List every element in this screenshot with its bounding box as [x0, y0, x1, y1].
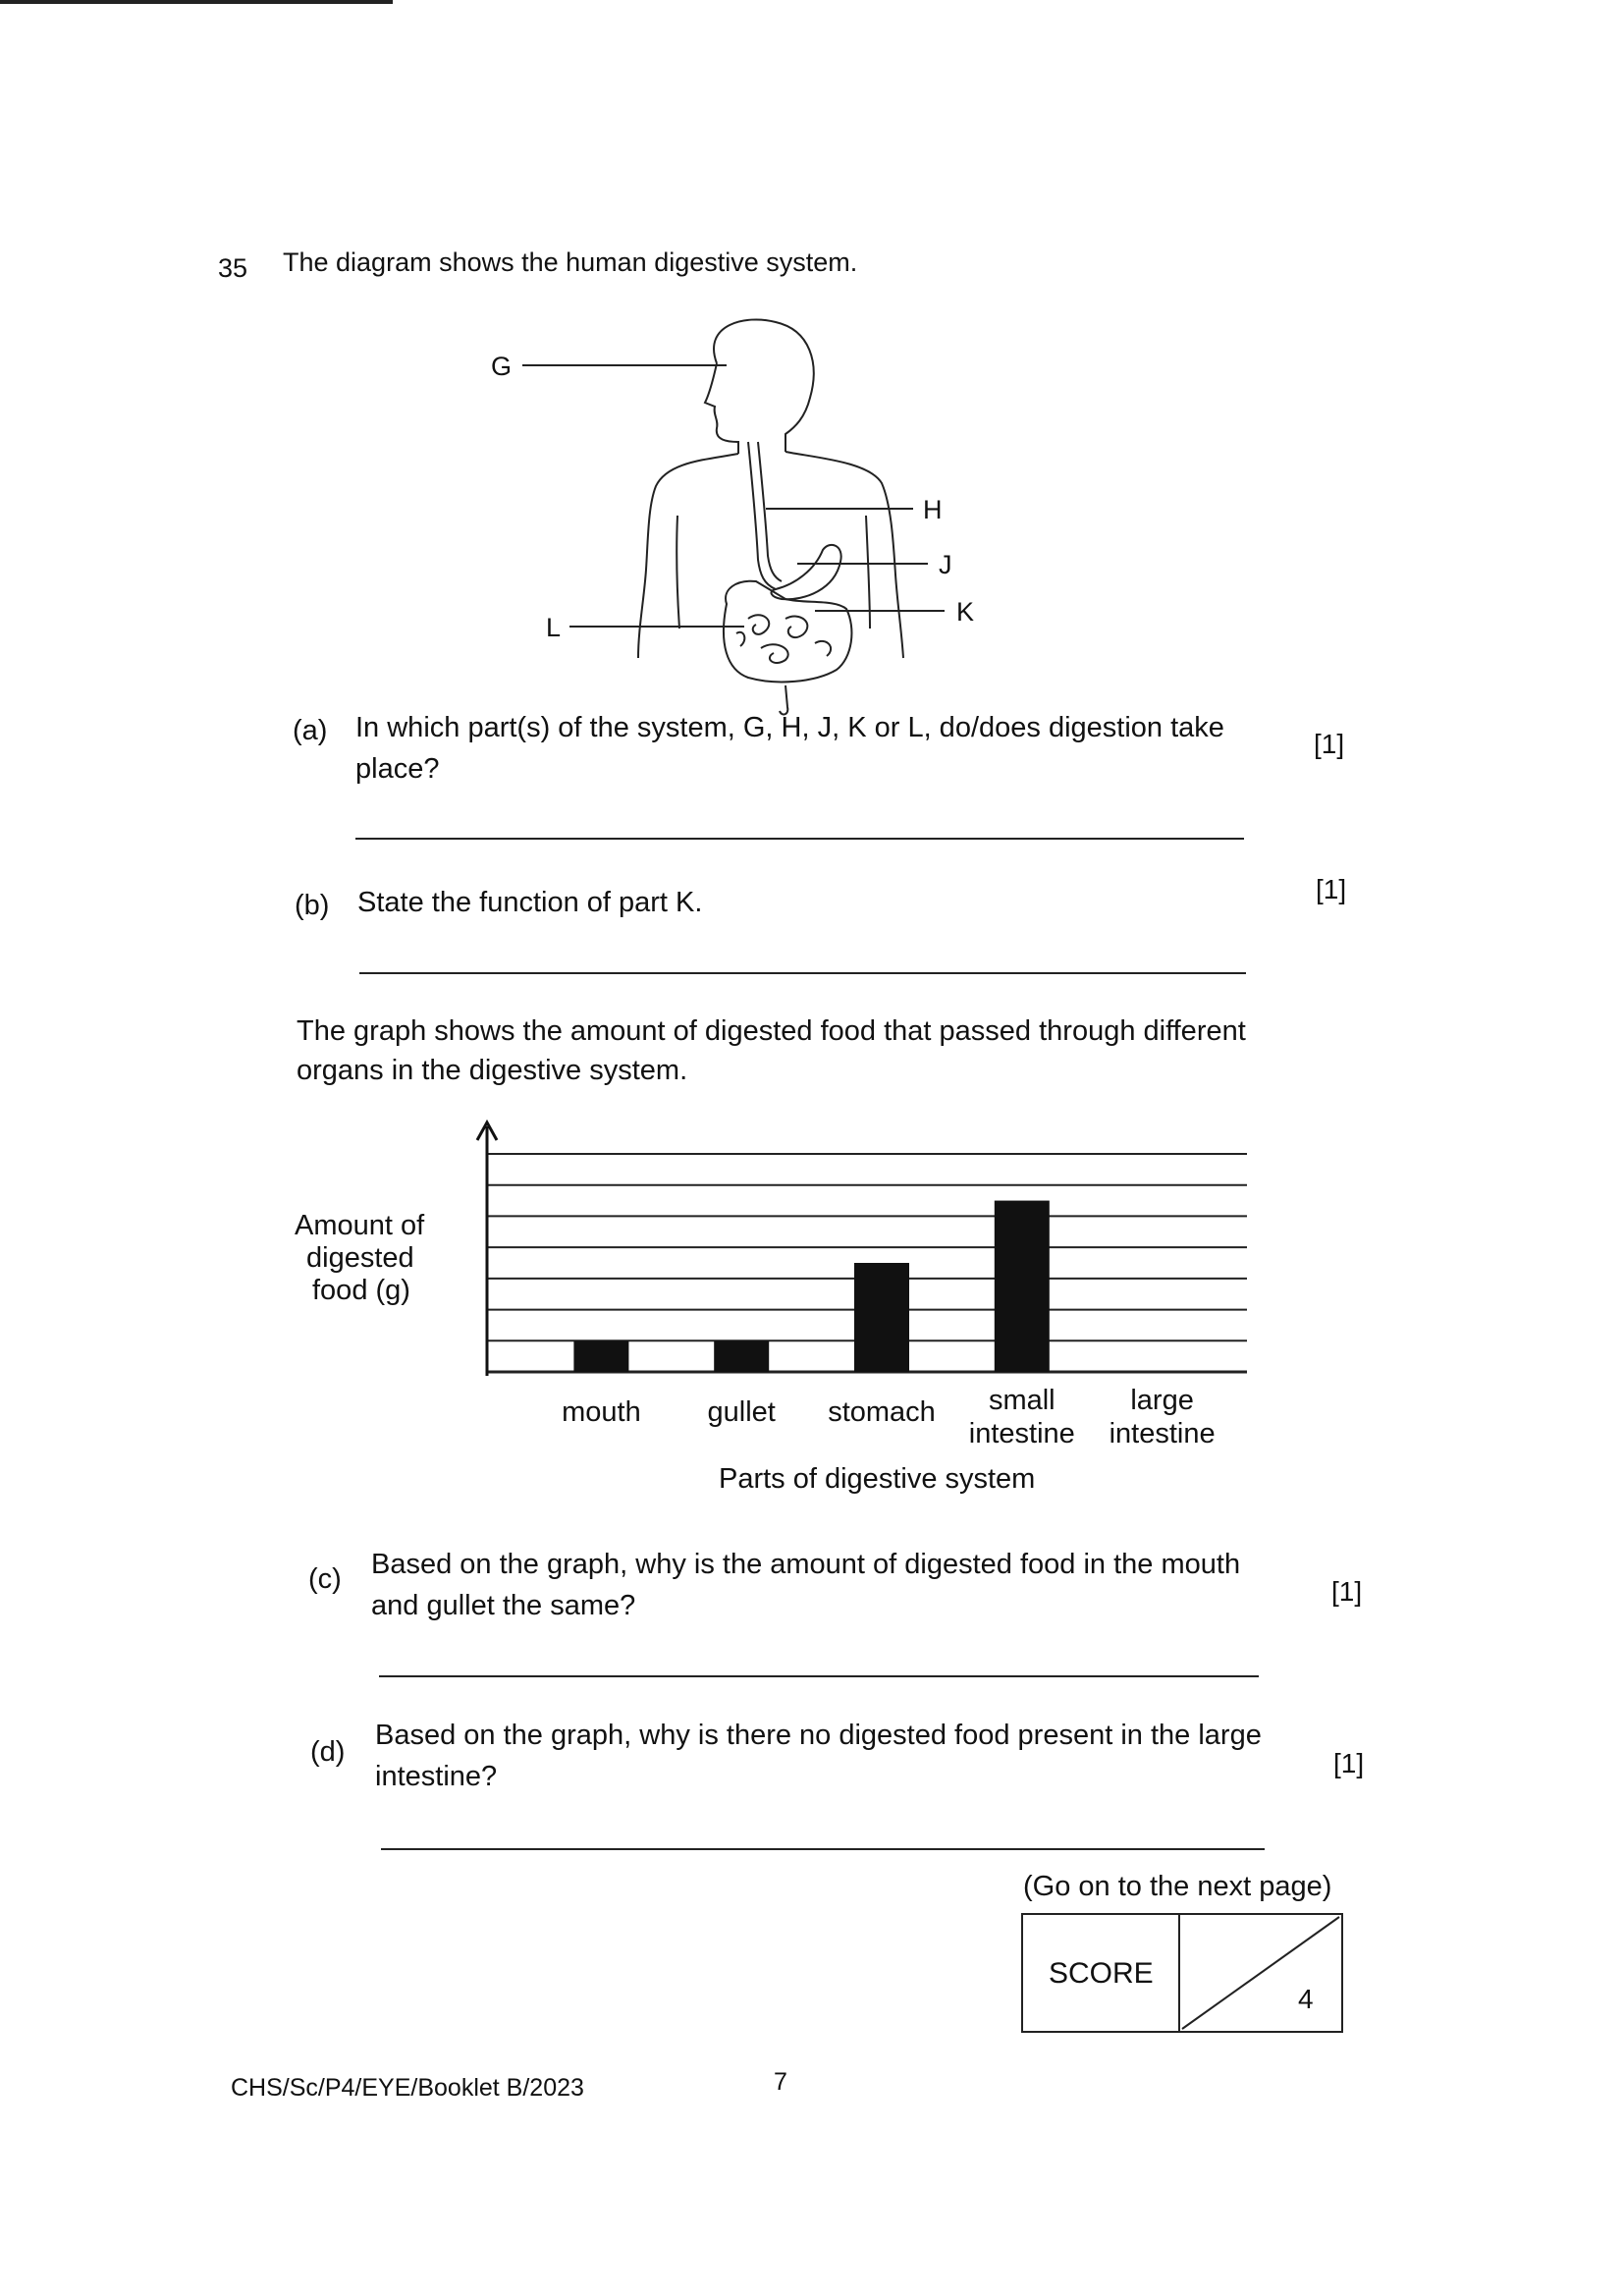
x-tick-label: small — [988, 1385, 1056, 1416]
page-number: 7 — [774, 2068, 787, 2096]
part-b-marks: [1] — [1316, 874, 1347, 904]
chart-ylabel-line-3: food (g) — [312, 1275, 410, 1306]
part-b-label: (b) — [295, 890, 330, 921]
x-tick-label: intestine — [968, 1418, 1075, 1449]
part-b-answer-line[interactable] — [359, 972, 1246, 974]
question-intro: The diagram shows the human digestive system. — [283, 247, 858, 277]
x-tick-label: intestine — [1109, 1418, 1216, 1449]
graph-intro: The graph shows the amount of digested food that passed through different organs in the digestive system. — [297, 1015, 1246, 1086]
label-H: H — [923, 495, 943, 524]
chart-bars — [573, 1201, 1049, 1372]
part-c-marks: [1] — [1331, 1576, 1363, 1607]
x-tick-label: stomach — [828, 1396, 936, 1428]
part-c-answer-line[interactable] — [379, 1675, 1259, 1677]
bar-small-intestine — [995, 1201, 1050, 1372]
bar-stomach — [854, 1263, 909, 1372]
label-J: J — [939, 550, 952, 579]
chart-ylabel-line-1: Amount of — [295, 1210, 425, 1241]
score-label: SCORE — [1049, 1957, 1154, 1990]
part-d-label: (d) — [310, 1736, 346, 1768]
label-L: L — [546, 613, 562, 642]
part-a-marks: [1] — [1314, 729, 1345, 759]
x-tick-label: mouth — [562, 1396, 641, 1428]
chart-axes — [477, 1122, 497, 1376]
go-on-note: (Go on to the next page) — [1023, 1871, 1332, 1902]
question-number: 35 — [218, 253, 248, 283]
label-G: G — [491, 352, 513, 381]
chart-xlabel: Parts of digestive system — [719, 1463, 1036, 1495]
x-tick-label: gullet — [707, 1396, 776, 1428]
bar-mouth — [573, 1340, 628, 1372]
part-a-text: In which part(s) of the system, G, H, J, K or L, do/does digestion take place? — [355, 712, 1224, 785]
booklet-code: CHS/Sc/P4/EYE/Booklet B/2023 — [231, 2074, 584, 2102]
chart-ylabel-line-2: digested — [306, 1242, 414, 1274]
part-b-text: State the function of part K. — [357, 887, 703, 918]
score-diagonal — [1180, 1915, 1341, 2031]
digested-food-bar-chart — [295, 1115, 1276, 1507]
top-edge-mark — [0, 0, 393, 4]
part-a-answer-line[interactable] — [355, 838, 1244, 840]
part-d-answer-line[interactable] — [381, 1848, 1265, 1850]
label-K: K — [956, 597, 975, 627]
part-d-text: Based on the graph, why is there no digested food present in the large intestine? — [375, 1720, 1262, 1792]
part-c-label: (c) — [308, 1563, 342, 1595]
part-c-text: Based on the graph, why is the amount of digested food in the mouth and gullet the same? — [371, 1549, 1241, 1621]
part-a-label: (a) — [293, 715, 328, 746]
bar-gullet — [714, 1340, 769, 1372]
score-value: 4 — [1298, 1984, 1314, 2014]
x-tick-label: large — [1130, 1385, 1194, 1416]
digestive-system-diagram — [491, 304, 1060, 717]
chart-x-tick-labels — [562, 1385, 1216, 1449]
part-d-marks: [1] — [1333, 1748, 1365, 1778]
